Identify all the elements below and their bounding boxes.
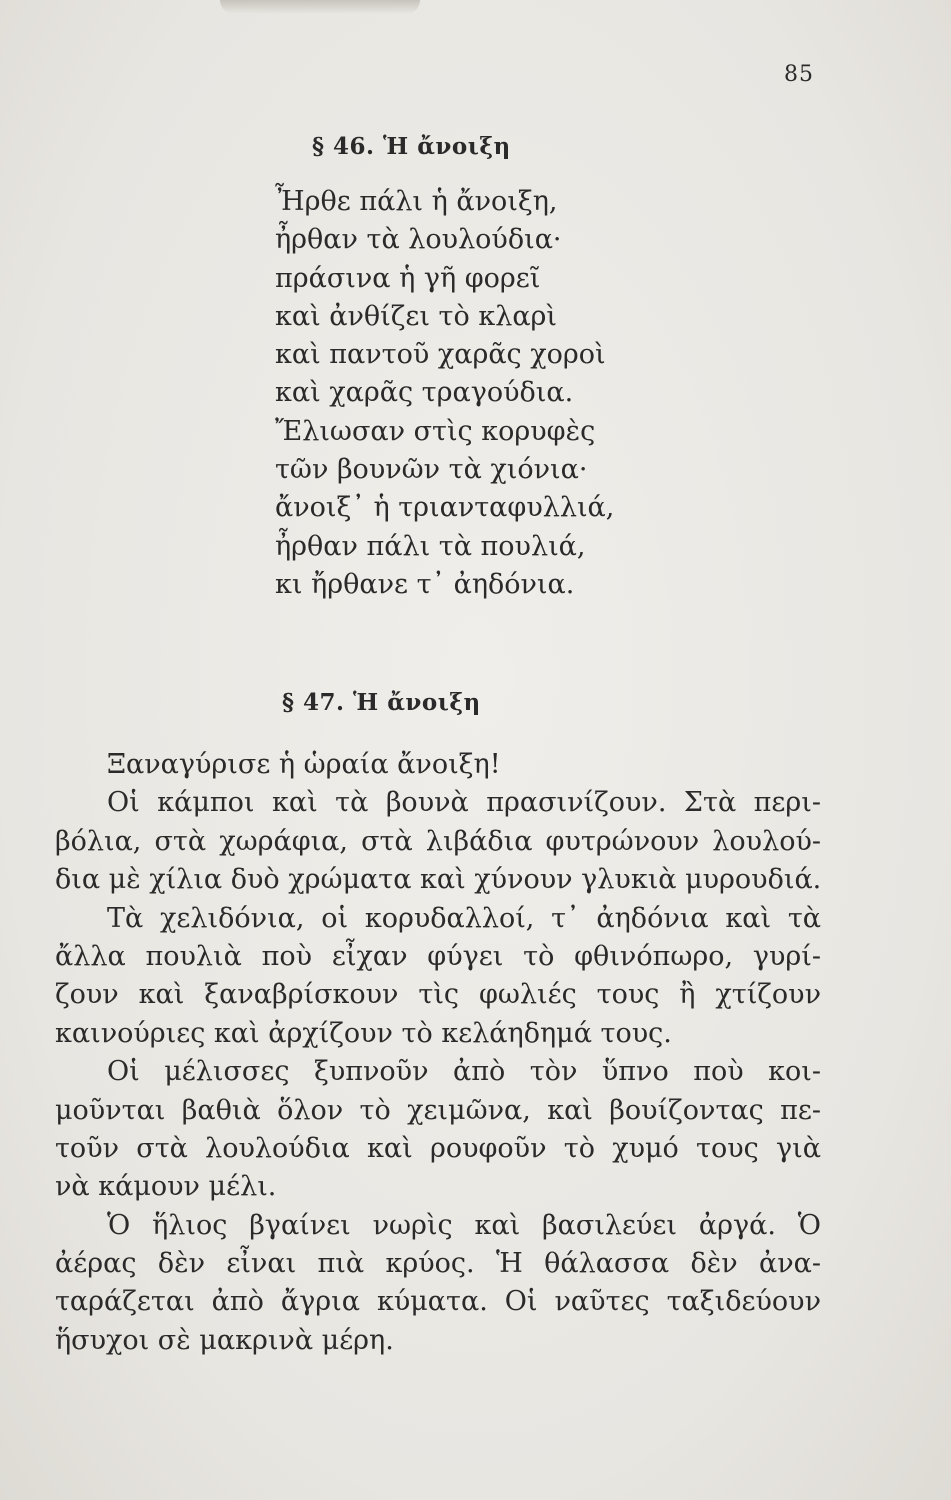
poem (275, 183, 614, 604)
prose-line: Ὁ ἥλιος βγαίνει νωρὶς καὶ βασιλεύει ἀργά. Ὁ (107, 1209, 821, 1241)
section-heading-46: § 46. Ἡ ἄνοιξη (312, 133, 511, 160)
prose-line: δια μὲ χίλια δυὸ χρώματα καὶ χύνουν γλυκιὰ μυρουδιά. (55, 864, 822, 896)
prose-line: ζουν καὶ ξαναβρίσκουν τὶς φωλιές τους ἢ χτίζουν (55, 979, 821, 1011)
prose-line: ἄλλα πουλιὰ ποὺ εἶχαν φύγει τὸ φθινόπωρο, γυρί- (55, 940, 821, 972)
poem-line: Ἔλιωσαν στὶς κορυφὲς (275, 415, 596, 447)
prose-line: Οἱ κάμποι καὶ τὰ βουνὰ πρασινίζουν. Στὰ περι- (107, 787, 821, 819)
poem-line: καὶ χαρᾶς τραγούδια. (275, 377, 574, 409)
prose-line: τοῦν στὰ λουλούδια καὶ ρουφοῦν τὸ χυμό τους γιὰ (55, 1132, 821, 1164)
prose-line: ἀέρας δὲν εἶναι πιὰ κρύος. Ἡ θάλασσα δὲν ἀνα- (55, 1248, 821, 1280)
section-heading-47: § 47. Ἡ ἄνοιξη (282, 689, 481, 716)
prose-line: Ξαναγύρισε ἡ ὡραία ἄνοιξη! (107, 749, 501, 780)
prose-line: Οἱ μέλισσες ξυπνοῦν ἀπὸ τὸν ὕπνο ποὺ κοι- (107, 1056, 821, 1088)
poem-line: πράσινα ἡ γῆ φορεῖ (275, 262, 541, 294)
poem-line: ἄνοιξ᾽ ἡ τριανταφυλλιά, (275, 492, 615, 524)
poem-line: καὶ ἀνθίζει τὸ κλαρὶ (275, 300, 558, 332)
poem-line: κι ἤρθανε τ᾽ ἀηδόνια. (275, 568, 575, 600)
poem-line: Ἦρθε πάλι ἡ ἄνοιξη, (275, 186, 558, 217)
prose-line: νὰ κάμουν μέλι. (55, 1171, 277, 1203)
page-number: 85 (784, 62, 814, 87)
prose-line: βόλια, στὰ χωράφια, στὰ λιβάδια φυτρώνουν λουλού- (55, 825, 821, 857)
poem-line: ἦρθαν τὰ λουλούδια· (275, 224, 562, 256)
prose-line: καινούριες καὶ ἀρχίζουν τὸ κελάηδημά τους. (55, 1017, 672, 1049)
poem-line: ἦρθαν πάλι τὰ πουλιά, (275, 530, 586, 562)
prose-line: Τὰ χελιδόνια, οἱ κορυδαλλοί, τ᾽ ἀηδόνια καὶ τὰ (107, 902, 821, 934)
prose-line: ἥσυχοι σὲ μακρινὰ μέρη. (55, 1324, 394, 1356)
prose-text (55, 746, 821, 1360)
poem-line: τῶν βουνῶν τὰ χιόνια· (275, 454, 588, 486)
prose-line: ταράζεται ἀπὸ ἄγρια κύματα. Οἱ ναῦτες ταξιδεύουν (55, 1286, 821, 1318)
page-stain (220, 0, 420, 14)
prose-line: μοῦνται βαθιὰ ὅλον τὸ χειμῶνα, καὶ βουίζοντας πε- (55, 1094, 821, 1126)
poem-line: καὶ παντοῦ χαρᾶς χοροὶ (275, 339, 606, 371)
